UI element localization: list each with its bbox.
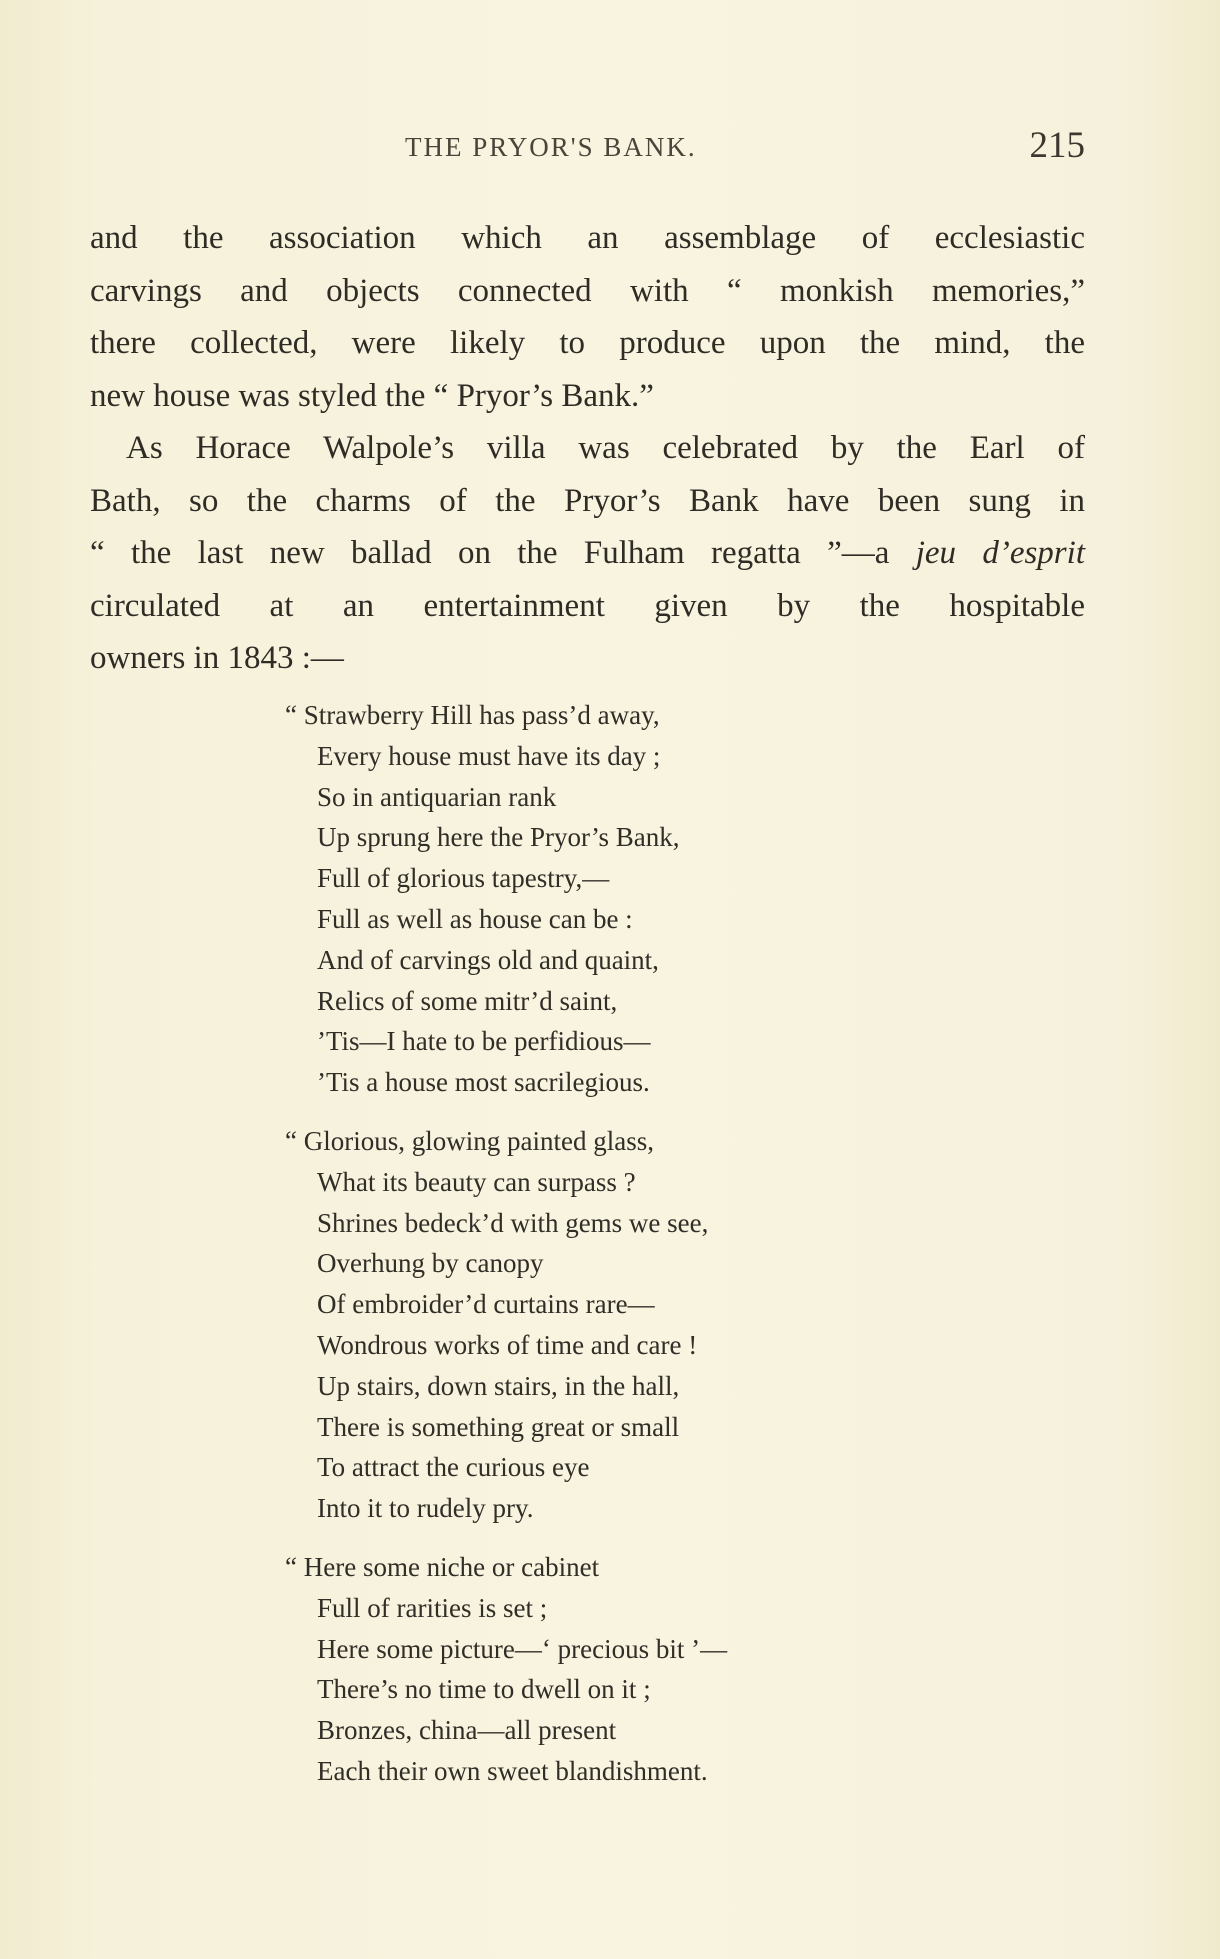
verse-line: “ Strawberry Hill has pass’d away, [285, 700, 660, 730]
prose-paragraphs [90, 212, 1085, 685]
verse-line: There’s no time to dwell on it ; [317, 1674, 651, 1705]
verse-line: “ Glorious, glowing painted glass, [285, 1125, 654, 1156]
verse-line: Full of rarities is set ; [317, 1592, 548, 1623]
verse-line: Up stairs, down stairs, in the hall, [317, 1370, 680, 1401]
prose-line: owners in 1843 :— [90, 640, 344, 676]
prose-line-with-italic [90, 527, 1085, 580]
prose-line: new house was styled the “ Pryor’s Bank.” [90, 377, 654, 414]
prose-line: carvings and objects connected with “ monkish memories,” [90, 272, 1085, 309]
verse-line: ’Tis—I hate to be perfidious— [317, 1026, 651, 1057]
verse-line: ’Tis a house most sacrilegious. [317, 1067, 650, 1098]
prose-line: circulated at an entertainment given by the hospitable [90, 587, 1085, 624]
verse-line: Of embroider’d curtains rare— [317, 1289, 655, 1320]
verse-line: To attract the curious eye [317, 1452, 590, 1483]
verse-line: “ Here some niche or cabinet [285, 1551, 600, 1582]
verse-line: Every house must have its day ; [317, 740, 661, 771]
prose-line: Bath, so the charms of the Pryor’s Bank have been sung in [90, 482, 1085, 519]
running-head [90, 125, 1085, 168]
italic-phrase: jeu d’esprit [915, 535, 1085, 571]
verse-line: What its beauty can surpass ? [317, 1166, 636, 1197]
verse-line: Up sprung here the Pryor’s Bank, [317, 822, 680, 853]
stanza-3 [285, 1547, 925, 1792]
verse-line: There is something great or small [317, 1411, 680, 1442]
prose-line: As Horace Walpole’s villa was celebrated by the Earl of [126, 430, 1085, 466]
verse-line: Overhung by canopy [317, 1248, 544, 1279]
prose-line: there collected, were likely to produce upon the mind, the [90, 325, 1085, 361]
prose-line: and the association which an assemblage of ecclesiastic [90, 220, 1085, 256]
verse-line: Here some picture—‘ precious bit ’— [317, 1633, 728, 1664]
verse-line: Shrines bedeck’d with gems we see, [317, 1207, 709, 1238]
verse-line: Bronzes, china—all present [317, 1715, 617, 1746]
verse-line: Full of glorious tapestry,— [317, 863, 610, 894]
verse-line: So in antiquarian rank [317, 781, 557, 812]
verse-line: Wondrous works of time and care ! [317, 1329, 698, 1360]
stanza-1 [285, 695, 925, 1103]
page-number: 215 [1029, 125, 1085, 166]
running-title: THE PRYOR'S BANK. [405, 132, 697, 162]
ballad-verse [285, 695, 925, 1810]
verse-line: And of carvings old and quaint, [317, 944, 659, 975]
verse-line: Full as well as house can be : [317, 903, 633, 934]
prose-line-text: “ the last new ballad on the Fulham regatta ”—a [90, 535, 916, 571]
verse-line: Relics of some mitr’d saint, [317, 985, 618, 1016]
verse-line: Into it to rudely pry. [317, 1493, 534, 1524]
verse-line: Each their own sweet blandishment. [317, 1755, 708, 1786]
stanza-2 [285, 1121, 925, 1529]
